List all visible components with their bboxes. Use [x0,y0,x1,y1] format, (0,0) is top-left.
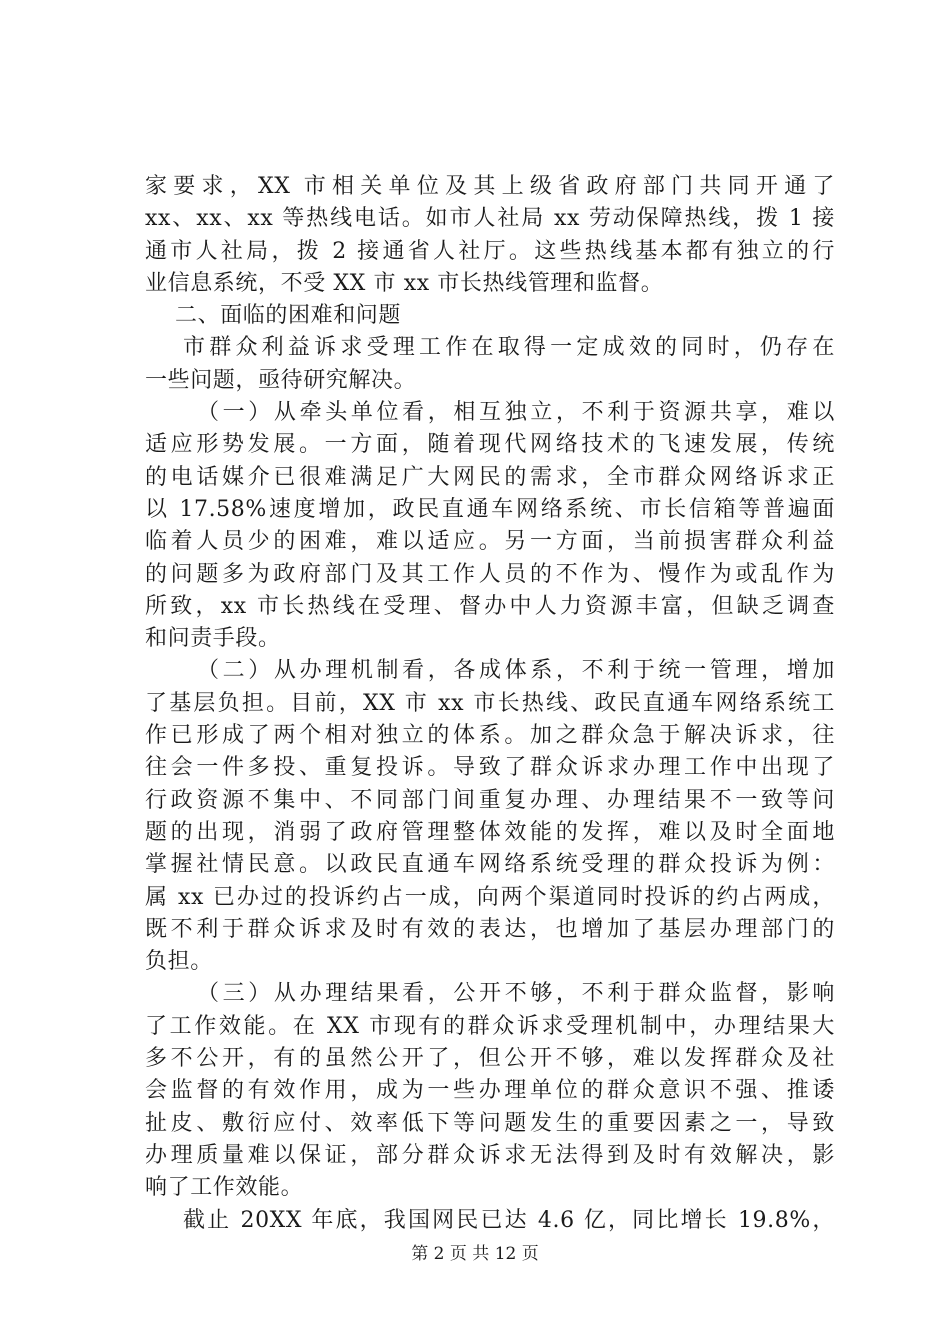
paragraph-line: 往会一件多投、重复投诉。导致了群众诉求办理工作中出现了 [145,755,835,781]
paragraph-line: 了工作效能。在 XX 市现有的群众诉求受理机制中，办理结果大 [145,1013,835,1039]
paragraph-line: 题的出现，消弱了政府管理整体效能的发挥，难以及时全面地 [145,819,835,845]
paragraph-line: 负担。 [145,949,213,975]
paragraph-line: 以 17.58%速度增加，政民直通车网络系统、市长信箱等普遍面 [145,496,835,522]
paragraph-line: 的电话媒介已很难满足广大网民的需求，全市群众网络诉求正 [145,464,835,490]
paragraph-line: 截止 20XX 年底，我国网民已达 4.6 亿，同比增长 19.8%， [183,1207,835,1233]
paragraph-line: 会监督的有效作用，成为一些办理单位的群众意识不强、推诿 [145,1078,835,1104]
paragraph-line: 的问题多为政府部门及其工作人员的不作为、慢作为或乱作为 [145,561,835,587]
paragraph-line: 行政资源不集中、不同部门间重复办理、办理结果不一致等问 [145,787,835,813]
paragraph-line: 掌握社情民意。以政民直通车网络系统受理的群众投诉为例： [145,852,835,878]
paragraph-line: 多不公开，有的虽然公开了，但公开不够，难以发挥群众及社 [145,1046,835,1072]
paragraph-line: （一）从牵头单位看，相互独立，不利于资源共享，难以 [197,400,835,426]
paragraph-line: （二）从办理机制看，各成体系，不利于统一管理，增加 [197,658,835,684]
page-number-footer: 第 2 页 共 12 页 [411,1244,539,1264]
section-heading: 二、面临的困难和问题 [175,303,402,329]
paragraph-line: 适应形势发展。一方面，随着现代网络技术的飞速发展，传统 [145,432,835,458]
paragraph-line: 一些问题，亟待研究解决。 [145,367,417,393]
paragraph-line: 办理质量难以保证，部分群众诉求无法得到及时有效解决，影 [145,1142,835,1168]
paragraph-line: 了基层负担。目前，XX 市 xx 市长热线、政民直通车网络系统工 [145,690,835,716]
paragraph-line: xx、xx、xx 等热线电话。如市人社局 xx 劳动保障热线，拨 1 接 [145,206,835,232]
paragraph-line: 和问责手段。 [145,626,281,652]
document-body [145,171,835,1237]
paragraph-line: （三）从办理结果看，公开不够，不利于群众监督，影响 [197,981,835,1007]
paragraph-line: 扯皮、敷衍应付、效率低下等问题发生的重要因素之一，导致 [145,1110,835,1136]
paragraph-line: 所致，xx 市长热线在受理、督办中人力资源丰富，但缺乏调查 [145,593,835,619]
paragraph-line: 市群众利益诉求受理工作在取得一定成效的同时，仍存在 [183,335,835,361]
paragraph-line: 家要求，XX 市相关单位及其上级省政府部门共同开通了 [145,174,835,199]
paragraph-line: 作已形成了两个相对独立的体系。加之群众急于解决诉求，往 [145,723,835,749]
paragraph-line: 属 xx 已办过的投诉约占一成，向两个渠道同时投诉的约占两成， [145,884,835,910]
paragraph-line: 通市人社局，拨 2 接通省人社厅。这些热线基本都有独立的行 [145,238,835,264]
paragraph-line: 既不利于群众诉求及时有效的表达，也增加了基层办理部门的 [145,916,835,942]
paragraph-line: 响了工作效能。 [145,1175,304,1201]
paragraph-line: 临着人员少的困难，难以适应。另一方面，当前损害群众利益 [145,529,835,555]
paragraph-line: 业信息系统，不受 XX 市 xx 市长热线管理和监督。 [145,270,664,296]
